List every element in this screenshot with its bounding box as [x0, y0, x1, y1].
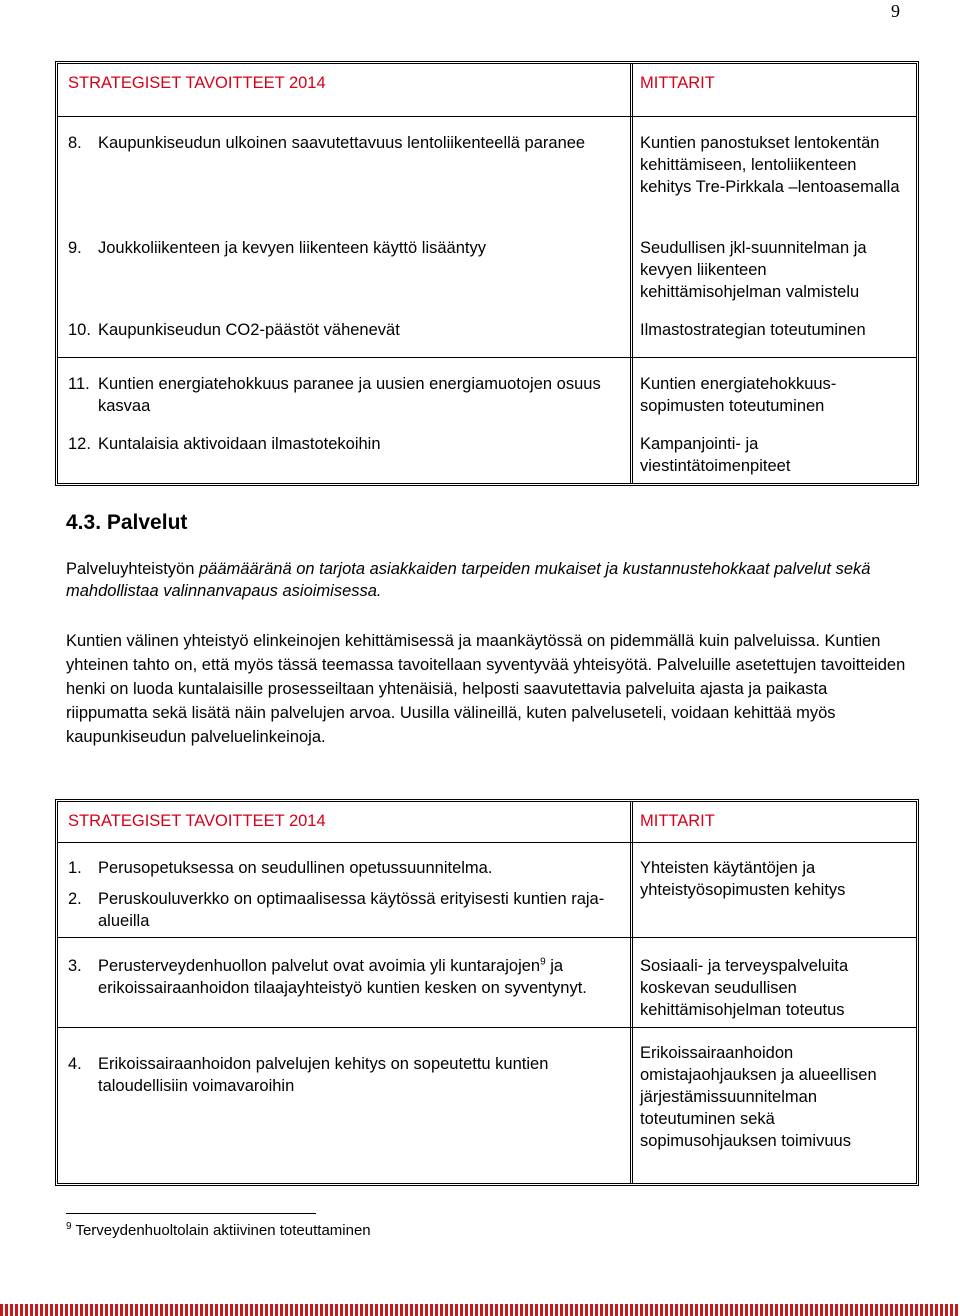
- metric-text: Seudullisen jkl-suunnitelman ja kevyen liikenteen kehittämisohjelman valmistelu: [640, 239, 867, 301]
- table-column-divider: [630, 64, 633, 483]
- metric-text: Ilmastostrategian toteutuminen: [640, 321, 866, 339]
- table-column-divider: [630, 802, 633, 1183]
- table-row: [68, 132, 620, 154]
- row-divider: [58, 937, 916, 938]
- goal-number: 1.: [68, 859, 82, 877]
- goal-number: 12.: [68, 435, 91, 453]
- strategic-goals-table-services: [55, 799, 919, 1186]
- metric-text: Kuntien energiatehokkuus-sopimusten toteutuminen: [640, 375, 837, 415]
- table-row: [68, 373, 620, 417]
- goal-number: 4.: [68, 1055, 82, 1073]
- goal-text-part: ja erikoissairaanhoidon tilaajayhteistyö kuntien kesken on syventynyt.: [98, 957, 587, 997]
- intro-italic-text: päämääränä on tarjota asiakkaiden tarpeiden mukaiset ja kustannustehokkaat palvelut sekä mahdollistaa valinnanvapaus asioimisessa.: [66, 560, 871, 600]
- header-divider: [58, 842, 916, 843]
- intro-regular-text: Palveluyhteistyön: [66, 560, 199, 578]
- goal-number: 3.: [68, 957, 82, 975]
- goal-text: Joukkoliikenteen ja kevyen liikenteen käyttö lisääntyy: [98, 239, 486, 257]
- goal-number: 8.: [68, 134, 82, 152]
- strategic-goals-table-environment: [55, 61, 919, 486]
- goal-text: Kuntien energiatehokkuus paranee ja uusien energiamuotojen osuus kasvaa: [98, 375, 601, 415]
- goal-text: Kaupunkiseudun CO2-päästöt vähenevät: [98, 321, 400, 339]
- metric-text: Erikoissairaanhoidon omistajaohjauksen ja alueellisen järjestämissuunnitelman toteutuminen sekä sopimusohjauksen toimivuus: [640, 1044, 877, 1150]
- list-item: [68, 1053, 620, 1097]
- footnote-rule: [66, 1213, 316, 1214]
- table-header-goals: STRATEGISET TAVOITTEET 2014: [68, 74, 326, 92]
- list-item: [68, 888, 620, 932]
- goal-number: 9.: [68, 239, 82, 257]
- row-divider: [58, 357, 916, 358]
- table-row: [68, 433, 620, 455]
- metric-text: Yhteisten käytäntöjen ja yhteistyösopimusten kehitys: [640, 859, 846, 899]
- metric-text: Sosiaali- ja terveyspalveluita koskevan seudullisen kehittämisohjelman toteutus: [640, 957, 849, 1019]
- footnote-text: Terveydenhuoltolain aktiivinen toteuttaminen: [71, 1222, 371, 1239]
- table-header-metrics: MITTARIT: [640, 812, 715, 830]
- footnote: [66, 1220, 371, 1242]
- goal-text-part: Perusterveydenhuollon palvelut ovat avoimia yli kuntarajojen: [98, 957, 541, 975]
- table-header-metrics: MITTARIT: [640, 74, 715, 92]
- goal-text: Kuntalaisia aktivoidaan ilmastotekoihin: [98, 435, 381, 453]
- table-row: [68, 319, 620, 341]
- table-header-goals: STRATEGISET TAVOITTEET 2014: [68, 812, 326, 830]
- list-item: [68, 857, 620, 879]
- goal-number: 11.: [68, 375, 90, 393]
- body-paragraph: Kuntien välinen yhteistyö elinkeinojen kehittämisessä ja maankäytössä on pidemmällä kuin palveluissa. Kuntien yhteinen tahto on, että myös tässä teemassa tavoitellaan syventyvää yhteisyötä. Palveluille asetettujen tavoitteiden henki on luoda kuntalaisille prosesseiltaan yhtenäisiä, helposti saavutettavia palveluita ajasta ja paikasta riippumatta sekä lisätä näin palvelujen arvoa. Uusilla välineillä, kuten palveluseteli, voidaan kehittää myös kaupunkiseudun palveluelinkeinoja.: [66, 632, 906, 746]
- list-item: [68, 955, 620, 999]
- goal-number: 10.: [68, 321, 91, 339]
- footnote-number: 9: [66, 1221, 72, 1232]
- metric-text: Kuntien panostukset lentokentän kehittämiseen, lentoliikenteen kehitys Tre-Pirkkala –lentoasemalla: [640, 134, 900, 196]
- goal-text: Erikoissairaanhoidon palvelujen kehitys on sopeutettu kuntien taloudellisiin voimavaroihin: [98, 1055, 549, 1095]
- goal-text: [98, 955, 620, 999]
- row-divider: [58, 1027, 916, 1028]
- page-number: 9: [891, 1, 900, 21]
- goal-text: Perusopetuksessa on seudullinen opetussuunnitelma.: [98, 859, 493, 877]
- goal-text: Peruskouluverkko on optimaalisessa käytössä erityisesti kuntien raja-alueilla: [98, 890, 605, 930]
- decorative-bottom-bar: [0, 1304, 960, 1316]
- intro-paragraph: [66, 558, 906, 602]
- footnote-marker: 9: [540, 956, 546, 968]
- goal-text: Kaupunkiseudun ulkoinen saavutettavuus lentoliikenteellä paranee: [98, 134, 586, 152]
- metric-text: Kampanjointi- ja viestintätoimenpiteet: [640, 435, 791, 475]
- table-row: [68, 237, 620, 259]
- goal-number: 2.: [68, 890, 82, 908]
- header-divider: [58, 116, 916, 117]
- section-heading: 4.3. Palvelut: [66, 511, 188, 534]
